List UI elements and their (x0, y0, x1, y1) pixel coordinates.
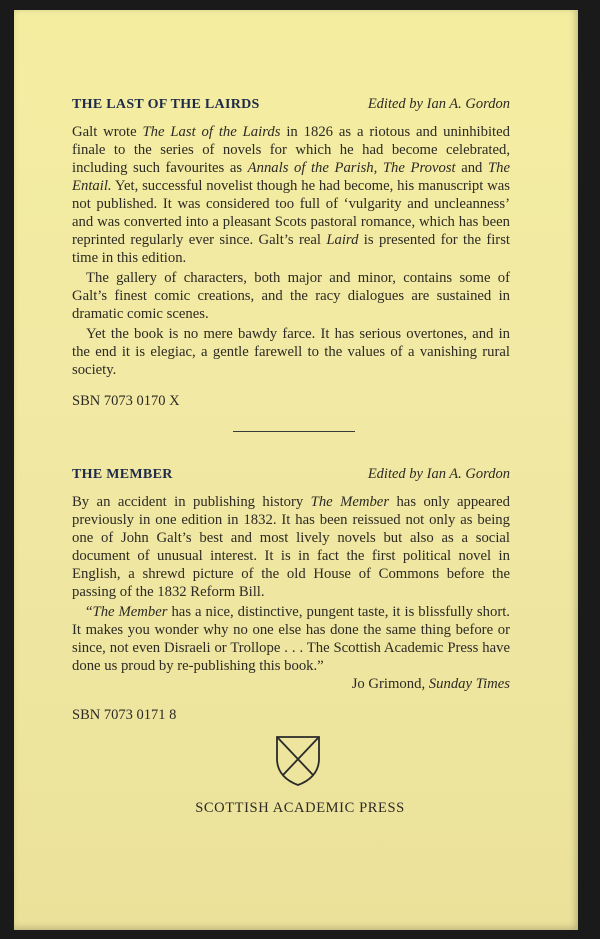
section-the-member (72, 466, 510, 724)
section-divider (233, 431, 355, 432)
section-last-of-the-lairds (72, 96, 510, 410)
book-title: THE LAST OF THE LAIRDS (72, 97, 260, 112)
review-quote: “The Member has a nice, distinctive, pungent taste, it is blissfully short. It makes you wonder why no one else has done the same thing before or since, not even Disraeli or Trollope . . . The Scottish Academic Press have done us proud by re-publishing this book.” (72, 604, 510, 674)
section-heading (72, 96, 510, 113)
description-paragraph: By an accident in publishing history The Member has only appeared previously in one edition in 1832. It has been reissued not only as being one of John Galt’s best and most lively novels but also as a social document of unusual interest. It is in fact the first political novel in English, a shrewd picture of the old House of Commons before the passing of the 1832 Reform Bill. (72, 494, 510, 600)
publisher-name: SCOTTISH ACADEMIC PRESS (195, 800, 405, 816)
description-paragraph: Yet the book is no mere bawdy farce. It has serious overtones, and in the end it is elegiac, a gentle farewell to the values of a vanishing rural society. (72, 326, 510, 378)
sbn-number: SBN 7073 0170 X (72, 393, 180, 409)
editor-credit: Edited by Ian A. Gordon (367, 466, 510, 482)
description-paragraph: The gallery of characters, both major and minor, contains some of Galt’s finest comic creations, and the racy dialogues are sustained in dramatic comic scenes. (72, 270, 510, 322)
shield-saltire-icon (275, 735, 321, 787)
book-title: THE MEMBER (72, 467, 173, 482)
sbn-number: SBN 7073 0171 8 (72, 707, 177, 723)
editor-credit: Edited by Ian A. Gordon (367, 96, 510, 112)
section-heading (72, 466, 510, 483)
description-paragraph: Galt wrote The Last of the Lairds in 1826 as a riotous and uninhibited finale to the series of novels for which he had become celebrated, including such favourites as Annals of the Parish, The Provost and The Entail. Yet, successful novelist though he had become, his manuscript was not published. It was considered too full of ‘vulgarity and uncleanness’ and was converted into a pleasant Scots pastoral romance, which has been reprinted regularly ever since. Galt’s real Laird is presented for the first time in this edition. (72, 124, 510, 266)
quote-attribution: Jo Grimond, Sunday Times (351, 676, 510, 692)
